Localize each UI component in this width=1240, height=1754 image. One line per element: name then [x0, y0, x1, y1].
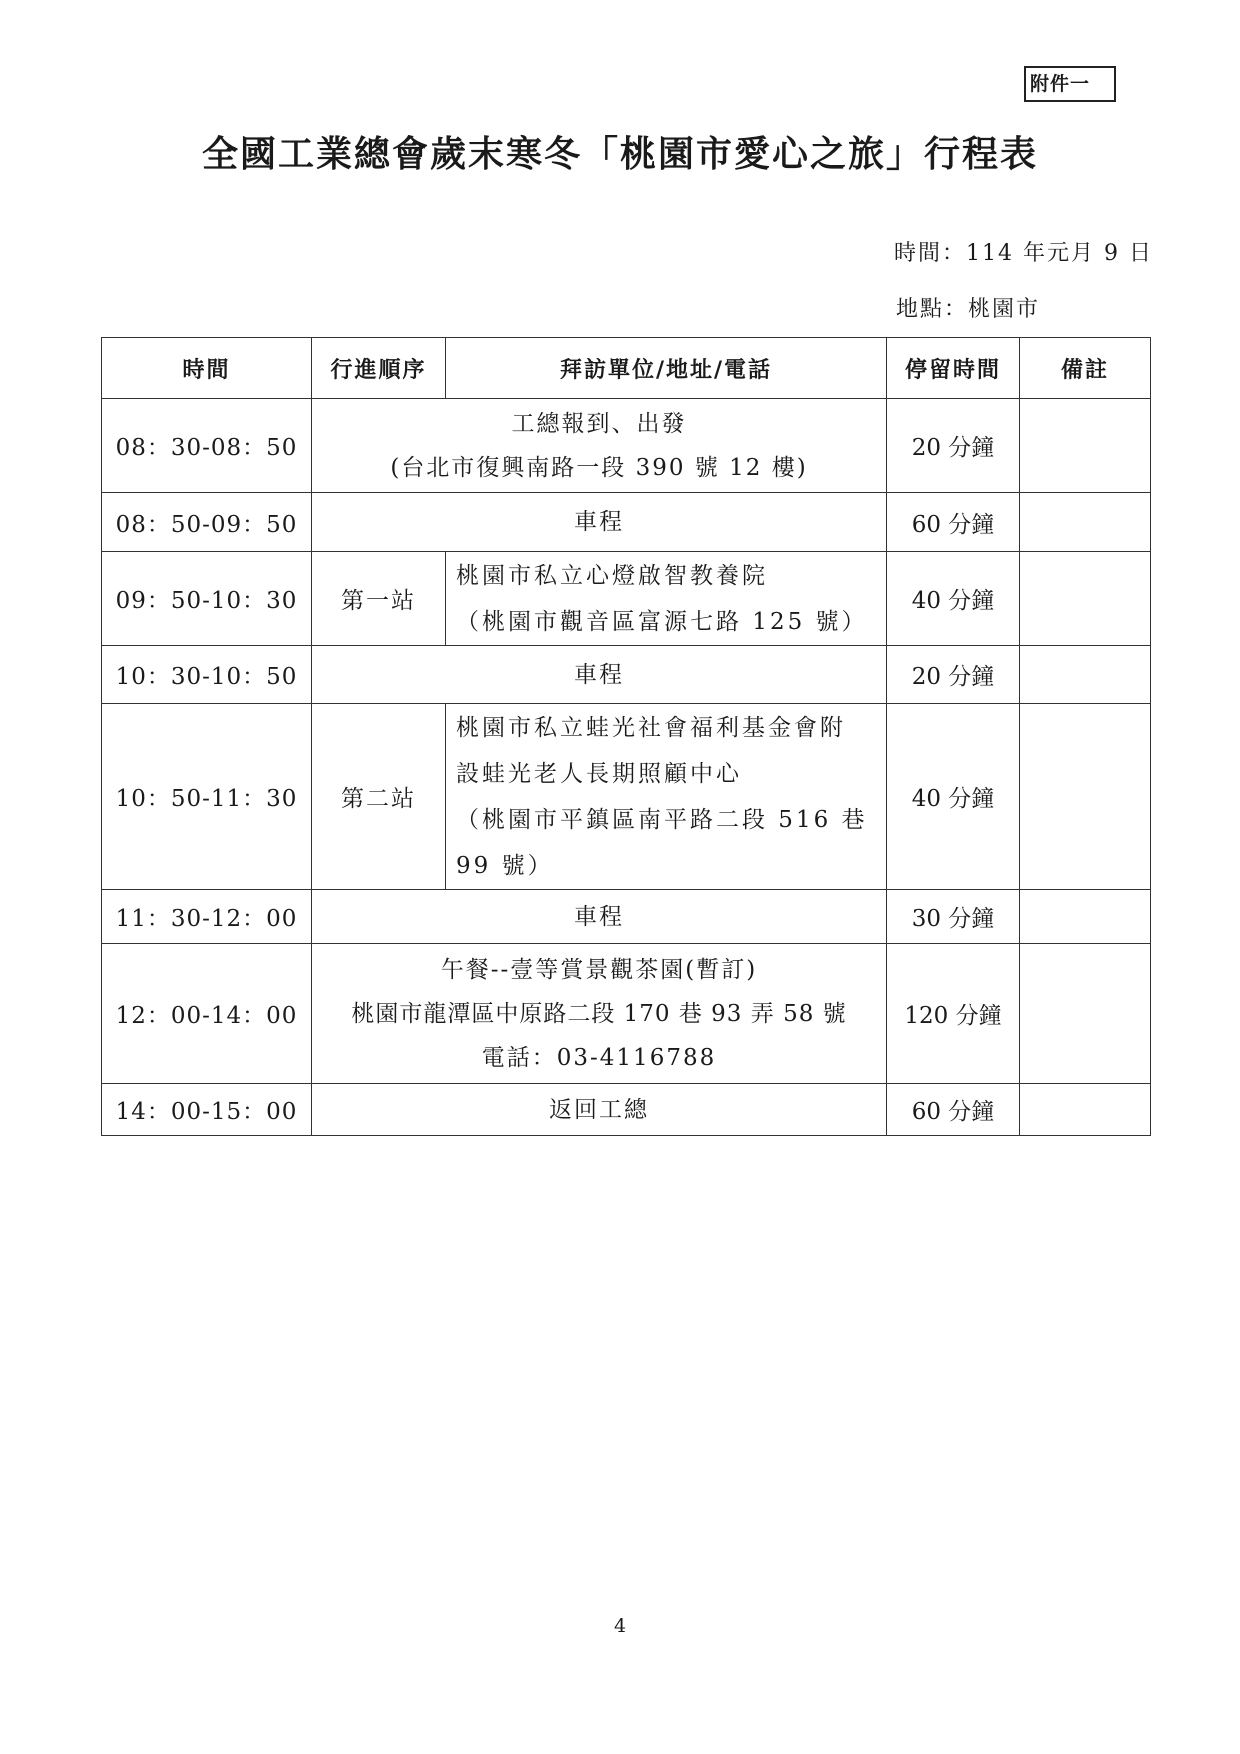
- row-duration: 20 分鐘: [887, 399, 1020, 493]
- row-duration: 30 分鐘: [887, 890, 1020, 944]
- row-time: 08：30-08：50: [102, 399, 312, 493]
- description-line: 返回工總: [549, 1096, 649, 1123]
- page-number: 4: [613, 1615, 627, 1637]
- page-title: 全國工業總會歲末寒冬「桃園市愛心之旅」行程表: [201, 134, 1038, 175]
- table-row: [102, 944, 1151, 1084]
- row-note: [1020, 704, 1151, 890]
- row-note: [1020, 493, 1151, 552]
- row-time: 11：30-12：00: [102, 890, 312, 944]
- row-note: [1020, 646, 1151, 704]
- row-note: [1020, 1084, 1151, 1136]
- description-line: 電話：03-4116788: [481, 1044, 717, 1071]
- row-duration: 60 分鐘: [887, 493, 1020, 552]
- row-note: [1020, 399, 1151, 493]
- description-line: 車程: [574, 661, 624, 688]
- table-row: [102, 399, 1151, 493]
- table-row: [102, 890, 1151, 944]
- header-unit: 拜訪單位/地址/電話: [446, 338, 887, 399]
- row-description: [312, 493, 887, 552]
- table-row: [102, 1084, 1151, 1136]
- header-time: 時間: [102, 338, 312, 399]
- row-stop: 第一站: [312, 552, 446, 646]
- row-description: [312, 890, 887, 944]
- header-order: 行進順序: [312, 338, 446, 399]
- meta-place: 地點：桃園市: [896, 297, 1041, 322]
- row-description: [312, 399, 887, 493]
- row-description: [312, 1084, 887, 1136]
- row-duration: 20 分鐘: [887, 646, 1020, 704]
- row-time: 10：50-11：30: [102, 704, 312, 890]
- description-line: 工總報到、出發: [511, 410, 687, 437]
- row-stop: 第二站: [312, 704, 446, 890]
- row-time: 08：50-09：50: [102, 493, 312, 552]
- row-description: [312, 944, 887, 1084]
- description-line: (台北市復興南路一段 390 號 12 樓): [390, 454, 808, 481]
- description-line: 車程: [574, 903, 624, 930]
- address-line: 設蛙光老人長期照顧中心: [456, 760, 742, 787]
- address-line: 桃園市私立蛙光社會福利基金會附: [456, 714, 846, 741]
- row-time: 14：00-15：00: [102, 1084, 312, 1136]
- table-row: [102, 493, 1151, 552]
- meta-time: 時間：114 年元月 9 日: [894, 241, 1153, 266]
- row-time: 12：00-14：00: [102, 944, 312, 1084]
- address-line: （桃園市觀音區富源七路 125 號）: [456, 608, 868, 635]
- row-time: 10：30-10：50: [102, 646, 312, 704]
- description-line: 午餐--壹等賞景觀茶園(暫訂): [440, 956, 758, 983]
- description-line: 桃園市龍潭區中原路二段 170 巷 93 弄 58 號: [351, 1000, 847, 1027]
- header-duration: 停留時間: [887, 338, 1020, 399]
- table-header-row: [102, 338, 1151, 399]
- address-line: 桃園市私立心燈啟智教養院: [456, 562, 768, 589]
- itinerary-table: [101, 337, 1151, 1136]
- row-description: [312, 646, 887, 704]
- address-line: 99 號）: [456, 852, 554, 879]
- address-line: （桃園市平鎮區南平路二段 516 巷: [456, 806, 868, 833]
- description-line: 車程: [574, 509, 624, 535]
- row-note: [1020, 944, 1151, 1084]
- row-duration: 40 分鐘: [887, 552, 1020, 646]
- row-address: [446, 704, 887, 890]
- row-duration: 40 分鐘: [887, 704, 1020, 890]
- row-duration: 120 分鐘: [887, 944, 1020, 1084]
- row-time: 09：50-10：30: [102, 552, 312, 646]
- row-note: [1020, 890, 1151, 944]
- row-address: [446, 552, 887, 646]
- table-row: [102, 646, 1151, 704]
- table-row: [102, 552, 1151, 646]
- row-note: [1020, 552, 1151, 646]
- table-row: [102, 704, 1151, 890]
- row-duration: 60 分鐘: [887, 1084, 1020, 1136]
- attachment-label: 附件一: [1024, 66, 1116, 102]
- header-note: 備註: [1020, 338, 1151, 399]
